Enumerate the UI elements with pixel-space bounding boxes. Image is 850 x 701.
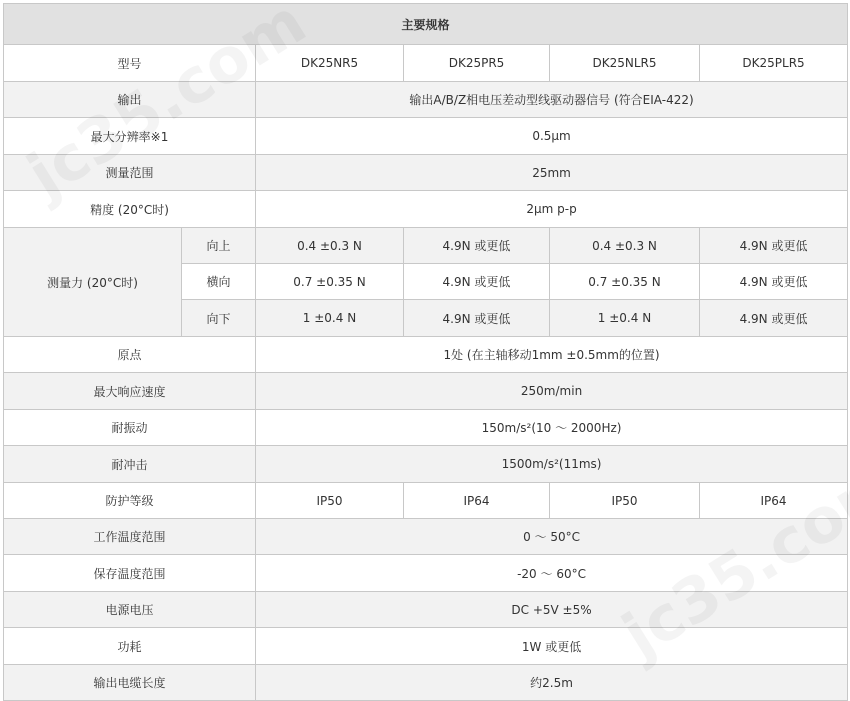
protection-cell: IP64 — [404, 483, 550, 519]
row-value: 0 ～ 50°C — [256, 519, 848, 555]
row-value: -20 ～ 60°C — [256, 555, 848, 592]
voltage-row — [4, 592, 848, 628]
force-cell: 4.9N 或更低 — [700, 264, 848, 300]
accuracy-row — [4, 191, 848, 228]
row-label: 功耗 — [4, 628, 256, 665]
row-label: 耐冲击 — [4, 446, 256, 483]
response-row — [4, 373, 848, 410]
power-row — [4, 628, 848, 665]
model-label: 型号 — [4, 45, 256, 82]
row-label: 最大响应速度 — [4, 373, 256, 410]
force-cell: 4.9N 或更低 — [404, 300, 550, 337]
output-row — [4, 82, 848, 118]
model-cell: DK25NR5 — [256, 45, 404, 82]
row-value: 0.5μm — [256, 118, 848, 155]
row-label: 原点 — [4, 337, 256, 373]
row-value: DC +5V ±5% — [256, 592, 848, 628]
force-cell: 1 ±0.4 N — [256, 300, 404, 337]
spec-table — [3, 3, 848, 701]
shock-row — [4, 446, 848, 483]
origin-row — [4, 337, 848, 373]
force-cell: 4.9N 或更低 — [404, 264, 550, 300]
row-label: 测量力 (20°C时) — [4, 228, 182, 337]
force-cell: 4.9N 或更低 — [404, 228, 550, 264]
row-label: 防护等级 — [4, 483, 256, 519]
protection-cell: IP50 — [550, 483, 700, 519]
sub-label: 向下 — [182, 300, 256, 337]
row-value: 1处 (在主轴移动1mm ±0.5mm的位置) — [256, 337, 848, 373]
row-value: 1W 或更低 — [256, 628, 848, 665]
force-cell: 4.9N 或更低 — [700, 228, 848, 264]
row-value: 150m/s²(10 ～ 2000Hz) — [256, 410, 848, 446]
title-row — [4, 4, 848, 45]
row-label: 测量范围 — [4, 155, 256, 191]
force-cell: 0.7 ±0.35 N — [550, 264, 700, 300]
force-up-row — [4, 228, 848, 264]
row-label: 保存温度范围 — [4, 555, 256, 592]
row-value: 250m/min — [256, 373, 848, 410]
row-label: 精度 (20°C时) — [4, 191, 256, 228]
model-cell: DK25PR5 — [404, 45, 550, 82]
row-label: 最大分辨率※1 — [4, 118, 256, 155]
row-label: 工作温度范围 — [4, 519, 256, 555]
sub-label: 向上 — [182, 228, 256, 264]
force-cell: 0.4 ±0.3 N — [256, 228, 404, 264]
range-row — [4, 155, 848, 191]
cable-row — [4, 665, 848, 701]
model-row — [4, 45, 848, 82]
force-cell: 0.4 ±0.3 N — [550, 228, 700, 264]
protection-cell: IP50 — [256, 483, 404, 519]
force-cell: 0.7 ±0.35 N — [256, 264, 404, 300]
storage-temp-row — [4, 555, 848, 592]
force-cell: 1 ±0.4 N — [550, 300, 700, 337]
sub-label: 横向 — [182, 264, 256, 300]
protection-cell: IP64 — [700, 483, 848, 519]
model-cell: DK25NLR5 — [550, 45, 700, 82]
row-label: 耐振动 — [4, 410, 256, 446]
row-value: 输出A/B/Z相电压差动型线驱动器信号 (符合EIA-422) — [256, 82, 848, 118]
force-cell: 4.9N 或更低 — [700, 300, 848, 337]
resolution-row — [4, 118, 848, 155]
row-value: 25mm — [256, 155, 848, 191]
row-value: 1500m/s²(11ms) — [256, 446, 848, 483]
row-value: 约2.5m — [256, 665, 848, 701]
row-label: 输出 — [4, 82, 256, 118]
op-temp-row — [4, 519, 848, 555]
protection-row — [4, 483, 848, 519]
table-title: 主要规格 — [4, 4, 848, 45]
row-value: 2μm p-p — [256, 191, 848, 228]
row-label: 输出电缆长度 — [4, 665, 256, 701]
vibration-row — [4, 410, 848, 446]
model-cell: DK25PLR5 — [700, 45, 848, 82]
row-label: 电源电压 — [4, 592, 256, 628]
